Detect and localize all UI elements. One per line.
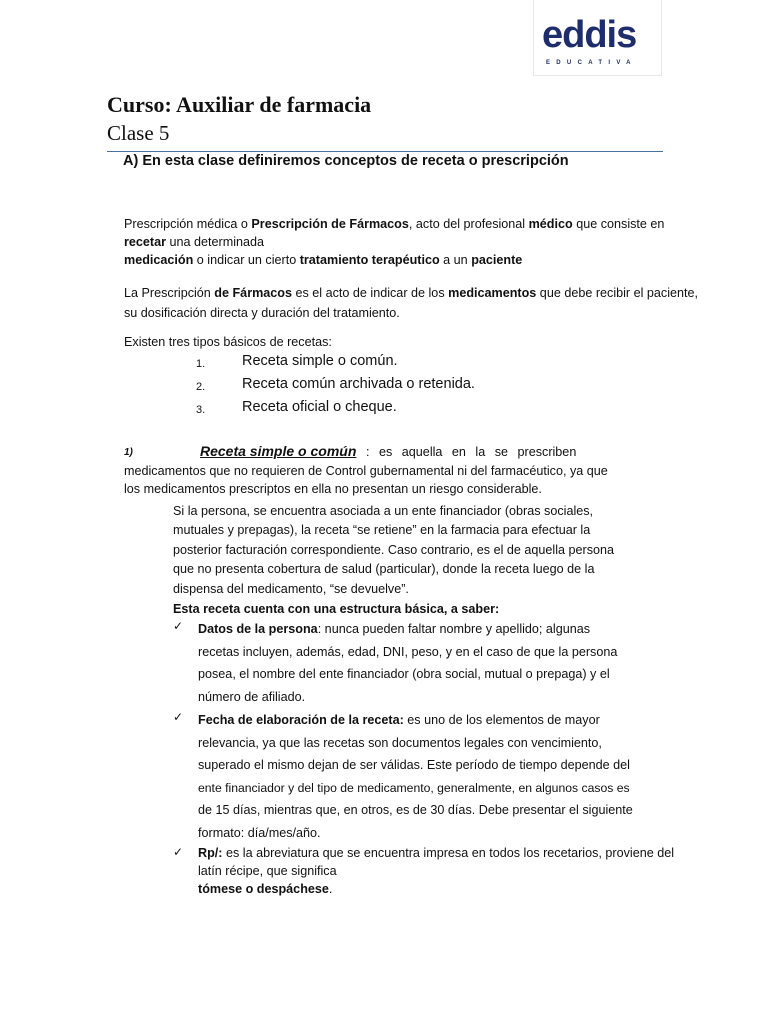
text: superado el mismo dejan de ser válidas. Este período de tiempo depende del: [198, 758, 630, 773]
text: una determinada: [166, 235, 265, 249]
text: : es aquella en la se prescriben: [366, 445, 577, 459]
logo: [533, 0, 662, 76]
list-number: 1.: [196, 358, 206, 370]
text: posea, el nombre del ente financiador (obra social, mutual o prepaga) y el: [198, 667, 610, 682]
section-title: Receta simple o común: [200, 443, 357, 459]
text-bold: Prescripción de Fármacos: [251, 217, 409, 231]
text: recetas incluyen, además, edad, DNI, peso, y en el caso de que la persona: [198, 644, 618, 659]
text: es uno de los elementos de mayor: [403, 713, 600, 727]
paragraph-retention: [173, 502, 618, 599]
text: Prescripción médica o: [124, 217, 252, 231]
text: , acto del profesional: [408, 217, 529, 231]
text: a un: [439, 253, 472, 267]
section-number: 1): [124, 447, 133, 458]
text-bold: recetar: [124, 235, 167, 249]
text-bold: tratamiento terapéutico: [299, 253, 440, 267]
checkmark-icon: ✓: [173, 845, 184, 859]
paragraph-prescription: [124, 215, 664, 269]
checkmark-icon: ✓: [173, 619, 184, 633]
text: que no presenta cobertura de salud (particular), donde la receta luego de la: [173, 562, 595, 577]
text: que consiste en: [572, 217, 665, 231]
class-title: Clase 5: [107, 121, 170, 145]
list-number: 3.: [196, 404, 206, 416]
text-bold: medicación: [124, 253, 194, 267]
text: formato: día/mes/año.: [198, 825, 321, 840]
text-bold: medicamentos: [448, 286, 537, 300]
text: : nunca pueden faltar nombre y apellido; algunas: [317, 622, 591, 636]
text-bold: Datos de la persona: [198, 622, 318, 636]
text: relevancia, ya que las recetas son documentos legales con vencimiento,: [198, 735, 602, 750]
section-heading: A) En esta clase definiremos conceptos de receta o prescripción: [123, 153, 569, 169]
text: es la abreviatura que se encuentra impresa en todos los recetarios, proviene del: [222, 846, 675, 860]
text: los medicamentos prescriptos en ella no presentan un riesgo considerable.: [124, 482, 542, 496]
text-bold: tómese o despáchese: [198, 882, 329, 896]
text-bold: de Fármacos: [214, 286, 292, 300]
text: mutuales y prepagas), la receta “se retiene” en la farmacia para efectuar la: [173, 523, 591, 538]
course-title: Curso: Auxiliar de farmacia: [107, 92, 372, 117]
title-divider: [107, 151, 663, 152]
text-bold: Rp/:: [198, 846, 223, 860]
list-item: Receta común archivada o retenida.: [242, 376, 475, 392]
text: medicamentos que no requieren de Control gubernamental ni del farmacéutico, ya que: [124, 464, 608, 478]
list-number: 2.: [196, 381, 206, 393]
text-bold: médico: [528, 217, 573, 231]
text: latín récipe, que significa: [198, 864, 337, 878]
text: posterior facturación correspondiente. Caso contrario, es el de aquella persona: [173, 542, 615, 557]
list-item: Receta oficial o cheque.: [242, 399, 397, 415]
logo-wordmark: eddis: [542, 14, 637, 56]
list-item: Receta simple o común.: [242, 353, 398, 369]
item-person-data: [198, 618, 617, 708]
text: es el acto de indicar de los: [292, 286, 449, 300]
text: que debe recibir el paciente,: [536, 286, 699, 300]
item-rp: [198, 844, 674, 898]
text: dispensa del medicamento, “se devuelve”.: [173, 581, 409, 596]
text: .: [328, 882, 333, 896]
checkmark-icon: ✓: [173, 710, 184, 724]
item-date: [198, 709, 633, 845]
text-bold: Fecha de elaboración de la receta:: [198, 713, 404, 727]
text: Si la persona, se encuentra asociada a un ente financiador (obras sociales,: [173, 504, 594, 518]
text: ente financiador y del tipo de medicamento, generalmente, en algunos casos es: [198, 780, 630, 795]
text-bold: paciente: [471, 253, 523, 267]
paragraph-definition: [124, 283, 699, 323]
text: su dosificación directa y duración del tratamiento.: [124, 306, 400, 320]
text: de 15 días, mientras que, en otros, es de 30 días. Debe presentar el siguiente: [198, 803, 633, 818]
structure-heading: Esta receta cuenta con una estructura básica, a saber:: [173, 602, 500, 616]
text: La Prescripción: [124, 286, 215, 300]
types-intro: Existen tres tipos básicos de recetas:: [124, 335, 332, 349]
logo-subtitle: EDUCATIVA: [546, 60, 637, 66]
section-simple-recipe: [124, 442, 616, 498]
text: o indicar un cierto: [193, 253, 300, 267]
text: número de afiliado.: [198, 689, 306, 704]
